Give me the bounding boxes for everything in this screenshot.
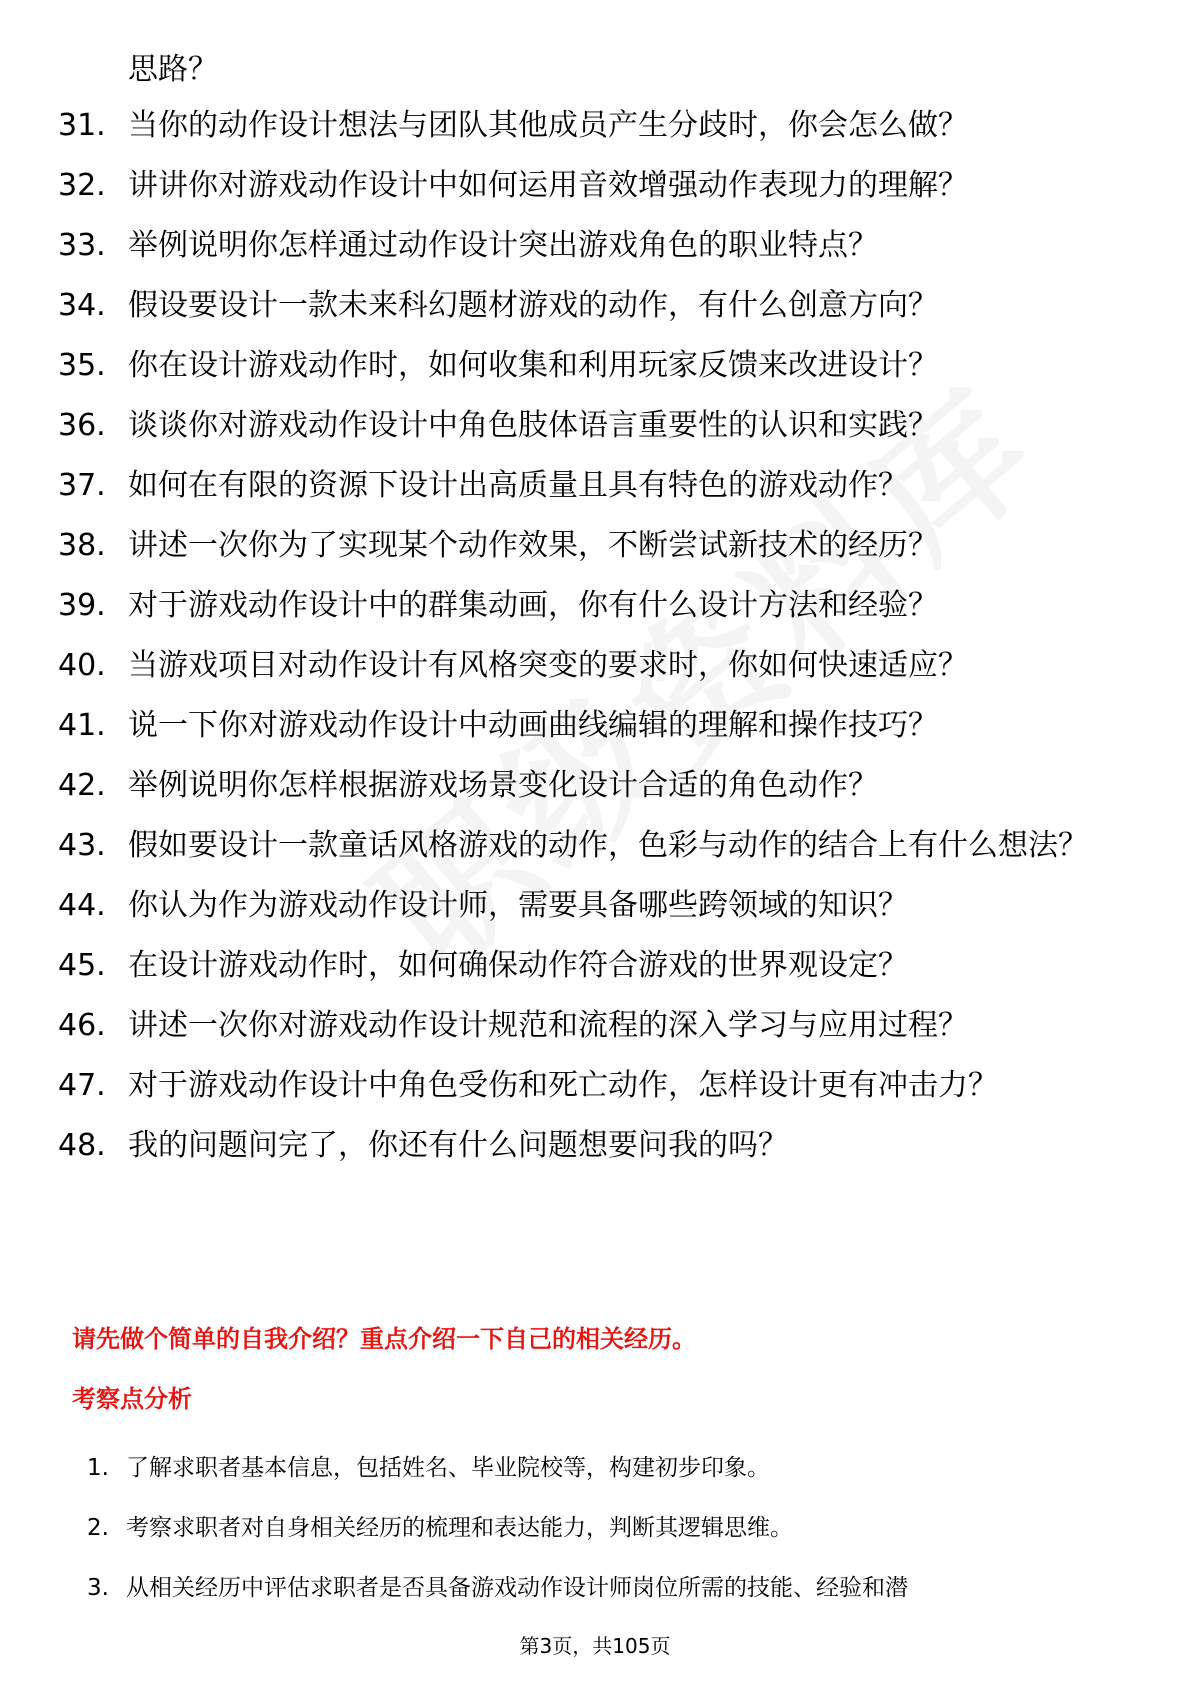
list-item — [0, 1006, 1190, 1046]
question-text: 对于游戏动作设计中的群集动画，你有什么设计方法和经验？ — [128, 588, 938, 623]
list-item — [0, 406, 1190, 446]
question-number: 41. — [58, 708, 106, 743]
list-item — [0, 646, 1190, 686]
question-number: 47. — [58, 1068, 106, 1103]
list-item — [0, 466, 1190, 506]
analysis-list — [0, 1452, 1190, 1632]
analysis-title: 考察点分析 — [72, 1385, 192, 1413]
question-text: 你认为作为游戏动作设计师，需要具备哪些跨领域的知识？ — [128, 888, 908, 923]
list-item — [0, 1066, 1190, 1106]
question-number: 35. — [58, 348, 106, 383]
point-number: 3. — [87, 1575, 109, 1601]
list-item — [0, 346, 1190, 386]
question-number: 48. — [58, 1128, 106, 1163]
question-text: 讲讲你对游戏动作设计中如何运用音效增强动作表现力的理解？ — [128, 168, 968, 203]
question-text: 讲述一次你对游戏动作设计规范和流程的深入学习与应用过程？ — [128, 1008, 968, 1043]
question-number: 37. — [58, 468, 106, 503]
list-item — [0, 766, 1190, 806]
list-item — [0, 946, 1190, 986]
question-text: 谈谈你对游戏动作设计中角色肢体语言重要性的认识和实践？ — [128, 408, 938, 443]
question-number: 32. — [58, 168, 106, 203]
question-number: 33. — [58, 228, 106, 263]
list-item — [0, 886, 1190, 926]
question-number: 45. — [58, 948, 106, 983]
question-number: 46. — [58, 1008, 106, 1043]
question-number: 40. — [58, 648, 106, 683]
question-number: 43. — [58, 828, 106, 863]
question-number: 34. — [58, 288, 106, 323]
point-text: 考察求职者对自身相关经历的梳理和表达能力，判断其逻辑思维。 — [126, 1515, 793, 1541]
question-text: 举例说明你怎样根据游戏场景变化设计合适的角色动作？ — [128, 768, 878, 803]
point-number: 2. — [87, 1515, 109, 1541]
question-text: 对于游戏动作设计中角色受伤和死亡动作，怎样设计更有冲击力？ — [128, 1068, 998, 1103]
list-item — [0, 286, 1190, 326]
question-text: 思路？ — [128, 52, 218, 87]
question-number: 36. — [58, 408, 106, 443]
question-text: 你在设计游戏动作时，如何收集和利用玩家反馈来改进设计？ — [128, 348, 938, 383]
question-text: 当游戏项目对动作设计有风格突变的要求时，你如何快速适应？ — [128, 648, 968, 683]
question-text: 如何在有限的资源下设计出高质量且具有特色的游戏动作？ — [128, 468, 908, 503]
list-item — [0, 706, 1190, 746]
point-number: 1. — [87, 1455, 109, 1481]
point-text: 了解求职者基本信息，包括姓名、毕业院校等，构建初步印象。 — [126, 1455, 770, 1481]
point-text: 从相关经历中评估求职者是否具备游戏动作设计师岗位所需的技能、经验和潜 — [126, 1575, 908, 1601]
question-number: 44. — [58, 888, 106, 923]
highlight-question: 请先做个简单的自我介绍？重点介绍一下自己的相关经历。 — [72, 1325, 696, 1353]
question-text: 假如要设计一款童话风格游戏的动作，色彩与动作的结合上有什么想法？ — [128, 828, 1088, 863]
list-item — [0, 1452, 1190, 1484]
question-text: 说一下你对游戏动作设计中动画曲线编辑的理解和操作技巧？ — [128, 708, 938, 743]
question-number: 42. — [58, 768, 106, 803]
list-item — [0, 526, 1190, 566]
list-item — [0, 226, 1190, 266]
list-item — [0, 1126, 1190, 1166]
list-item — [0, 1572, 1190, 1604]
question-text: 在设计游戏动作时，如何确保动作符合游戏的世界观设定？ — [128, 948, 908, 983]
list-item — [0, 50, 1190, 90]
question-list — [0, 50, 1190, 1186]
question-text: 举例说明你怎样通过动作设计突出游戏角色的职业特点？ — [128, 228, 878, 263]
question-text: 假设要设计一款未来科幻题材游戏的动作，有什么创意方向？ — [128, 288, 938, 323]
question-number: 38. — [58, 528, 106, 563]
question-text: 我的问题问完了，你还有什么问题想要问我的吗？ — [128, 1128, 788, 1163]
list-item — [0, 586, 1190, 626]
question-number: 31. — [58, 108, 106, 143]
list-item — [0, 166, 1190, 206]
question-text: 当你的动作设计想法与团队其他成员产生分歧时，你会怎么做？ — [128, 108, 968, 143]
list-item — [0, 106, 1190, 146]
list-item — [0, 1512, 1190, 1544]
list-item — [0, 826, 1190, 866]
page-footer: 第3页，共105页 — [519, 1634, 671, 1658]
question-text: 讲述一次你为了实现某个动作效果，不断尝试新技术的经历？ — [128, 528, 938, 563]
question-number: 39. — [58, 588, 106, 623]
